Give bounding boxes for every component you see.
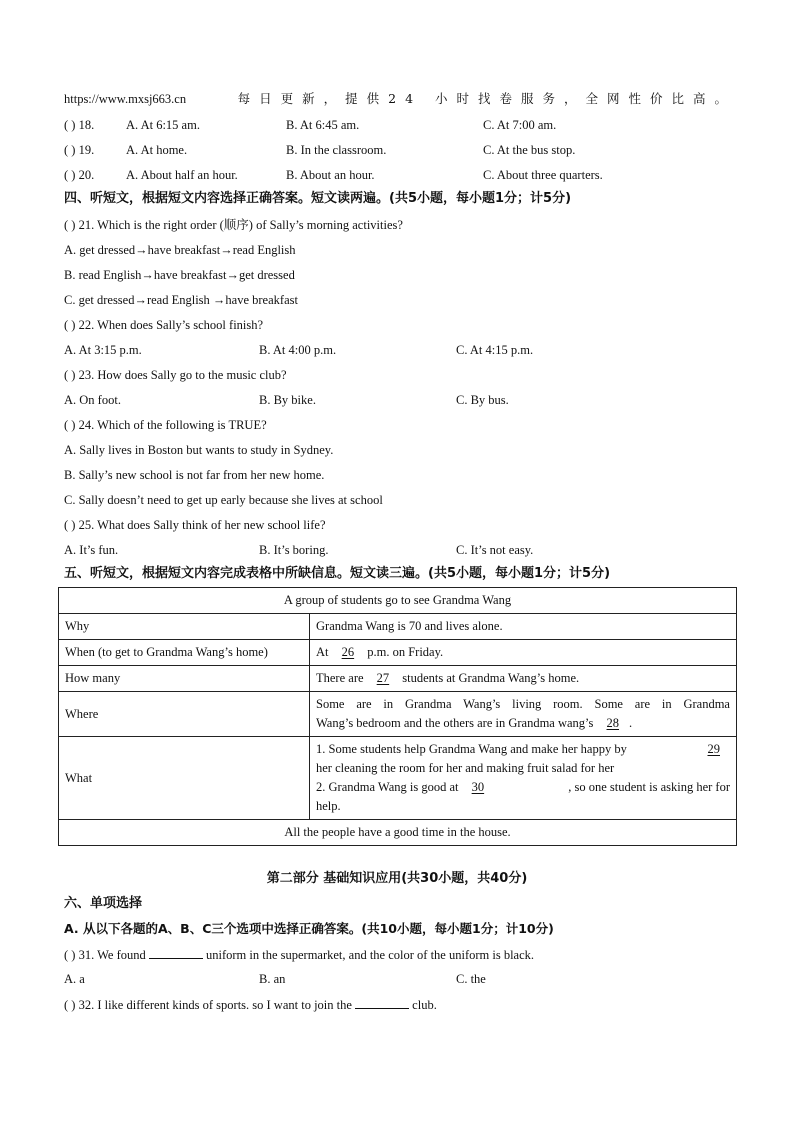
- q24-option-c: C. Sally doesn’t need to get up early because she lives at school: [64, 493, 383, 507]
- q31-option-b: B. an: [259, 972, 286, 986]
- info-table: [58, 587, 737, 846]
- question-19: [64, 141, 736, 159]
- q23-option-a: A. On foot.: [64, 393, 121, 407]
- q31-blank[interactable]: [149, 945, 203, 959]
- q19-option-b: B. In the classroom.: [286, 143, 387, 157]
- where-post: .: [629, 716, 633, 730]
- q23-option-c: C. By bus.: [456, 393, 509, 407]
- what-line-1: [316, 740, 730, 759]
- row-label-what: What: [59, 737, 310, 820]
- q32-blank[interactable]: [355, 995, 409, 1009]
- q22-option-c: C. At 4:15 p.m.: [456, 343, 534, 357]
- row-label-how-many: How many: [59, 666, 310, 692]
- when-pre: At: [316, 645, 329, 659]
- table-row: [59, 614, 737, 640]
- what-line-3: [316, 778, 730, 797]
- table-row: [59, 820, 737, 846]
- q20-option-b: B. About an hour.: [286, 168, 375, 182]
- section-4-title: 四、听短文，根据短文内容选择正确答案。短文读两遍。(共5小题，每小题1分；计5分): [64, 191, 572, 206]
- q18-option-b: B. At 6:45 am.: [286, 118, 360, 132]
- question-20: [64, 166, 736, 184]
- q23-option-b: B. By bike.: [259, 393, 316, 407]
- howmany-pre: There are: [316, 671, 364, 685]
- q31-option-a: A. a: [64, 972, 85, 986]
- q31-pre: ( ) 31. We found: [64, 948, 146, 962]
- part-2-title: 第二部分 基础知识应用(共30小题，共40分): [266, 871, 528, 886]
- where-line-2-pre: Wang’s bedroom and the others are in Grandma wang’s: [316, 716, 594, 730]
- section-6a-instructions: A. 从以下各题的A、B、C三个选项中选择正确答案。(共10小题，每小题1分；计10分): [64, 921, 554, 936]
- q18-option-a: A. At 6:15 am.: [126, 118, 200, 132]
- row-label-when: When (to get to Grandma Wang’s home): [59, 640, 310, 666]
- what-line-1-pre: 1. Some students help Grandma Wang and make her happy by: [316, 742, 627, 756]
- howmany-post: students at Grandma Wang’s home.: [402, 671, 580, 685]
- q20-number: ( ) 20.: [64, 168, 95, 182]
- q31-post: uniform in the supermarket, and the color of the uniform is black.: [205, 948, 535, 962]
- what-line-3-pre: 2. Grandma Wang is good at: [316, 780, 459, 794]
- q24-stem: ( ) 24. Which of the following is TRUE?: [64, 418, 267, 432]
- q25-stem: ( ) 25. What does Sally think of her new school life?: [64, 518, 326, 532]
- blank-29[interactable]: 29: [707, 742, 720, 756]
- question-18: [64, 116, 736, 134]
- what-line-4: help.: [316, 799, 341, 813]
- q25-option-b: B. It’s boring.: [259, 543, 329, 557]
- blank-27[interactable]: 27: [376, 671, 390, 685]
- q32-pre: ( ) 32. I like different kinds of sports. so I want to join the: [64, 998, 352, 1012]
- q32-post: club.: [412, 998, 437, 1012]
- where-line-2: [316, 714, 730, 733]
- q21-option-a: A. get dressed→have breakfast→read English: [64, 243, 296, 257]
- q19-option-a: A. At home.: [126, 143, 188, 157]
- what-line-2: her cleaning the room for her and making fruit salad for her: [316, 761, 615, 775]
- q22-options: [64, 341, 736, 359]
- table-title: A group of students go to see Grandma Wang: [59, 588, 737, 614]
- what-line-3-post: , so one student is asking her for: [568, 780, 730, 794]
- q25-option-c: C. It’s not easy.: [456, 543, 534, 557]
- q31-option-c: C. the: [456, 972, 486, 986]
- q22-stem: ( ) 22. When does Sally’s school finish?: [64, 318, 264, 332]
- table-row: [59, 588, 737, 614]
- q23-options: [64, 391, 736, 409]
- where-line-1: Some are in Grandma Wang’s living room. Some are in Grandma: [316, 697, 730, 711]
- row-value-how-many: [310, 666, 737, 692]
- header-url[interactable]: https://www.mxsj663.cn: [64, 92, 187, 106]
- q19-option-c: C. At the bus stop.: [483, 143, 576, 157]
- row-value-what: [310, 737, 737, 820]
- table-row: [59, 666, 737, 692]
- q32-stem: [64, 995, 736, 1014]
- row-value-where: [310, 692, 737, 737]
- q23-stem: ( ) 23. How does Sally go to the music club?: [64, 368, 287, 382]
- blank-26[interactable]: 26: [341, 645, 355, 659]
- q21-option-c: C. get dressed→read English →have breakfast: [64, 293, 298, 307]
- row-value-why: Grandma Wang is 70 and lives alone.: [310, 614, 737, 640]
- section-6-title: 六、单项选择: [64, 896, 143, 911]
- q24-option-a: A. Sally lives in Boston but wants to study in Sydney.: [64, 443, 334, 457]
- q20-option-a: A. About half an hour.: [126, 168, 238, 182]
- blank-28[interactable]: 28: [606, 716, 620, 730]
- table-row: [59, 692, 737, 737]
- row-value-when: [310, 640, 737, 666]
- row-label-where: Where: [59, 692, 310, 737]
- q22-option-a: A. At 3:15 p.m.: [64, 343, 142, 357]
- q18-option-c: C. At 7:00 am.: [483, 118, 557, 132]
- table-footer: All the people have a good time in the house.: [59, 820, 737, 846]
- page-header: [64, 90, 736, 108]
- q25-options: [64, 541, 736, 559]
- table-row: [59, 737, 737, 820]
- q21-option-b: B. read English→have breakfast→get dressed: [64, 268, 295, 282]
- blank-30[interactable]: 30: [471, 780, 485, 794]
- q24-option-b: B. Sally’s new school is not far from her new home.: [64, 468, 325, 482]
- section-5-title: 五、听短文，根据短文内容完成表格中所缺信息。短文读三遍。(共5小题，每小题1分；计5分): [64, 566, 611, 581]
- q20-option-c: C. About three quarters.: [483, 168, 603, 182]
- q31-stem: [64, 945, 736, 964]
- q18-number: ( ) 18.: [64, 118, 95, 132]
- q31-options: [64, 970, 736, 988]
- header-slogan: 每日更新，提供24 小时找卷服务，全网性价比高。: [237, 91, 736, 106]
- q25-option-a: A. It’s fun.: [64, 543, 119, 557]
- table-row: [59, 640, 737, 666]
- q21-stem: ( ) 21. Which is the right order (顺序) of Sally’s morning activities?: [64, 218, 403, 232]
- when-post: p.m. on Friday.: [367, 645, 444, 659]
- row-label-why: Why: [59, 614, 310, 640]
- q19-number: ( ) 19.: [64, 143, 95, 157]
- q22-option-b: B. At 4:00 p.m.: [259, 343, 337, 357]
